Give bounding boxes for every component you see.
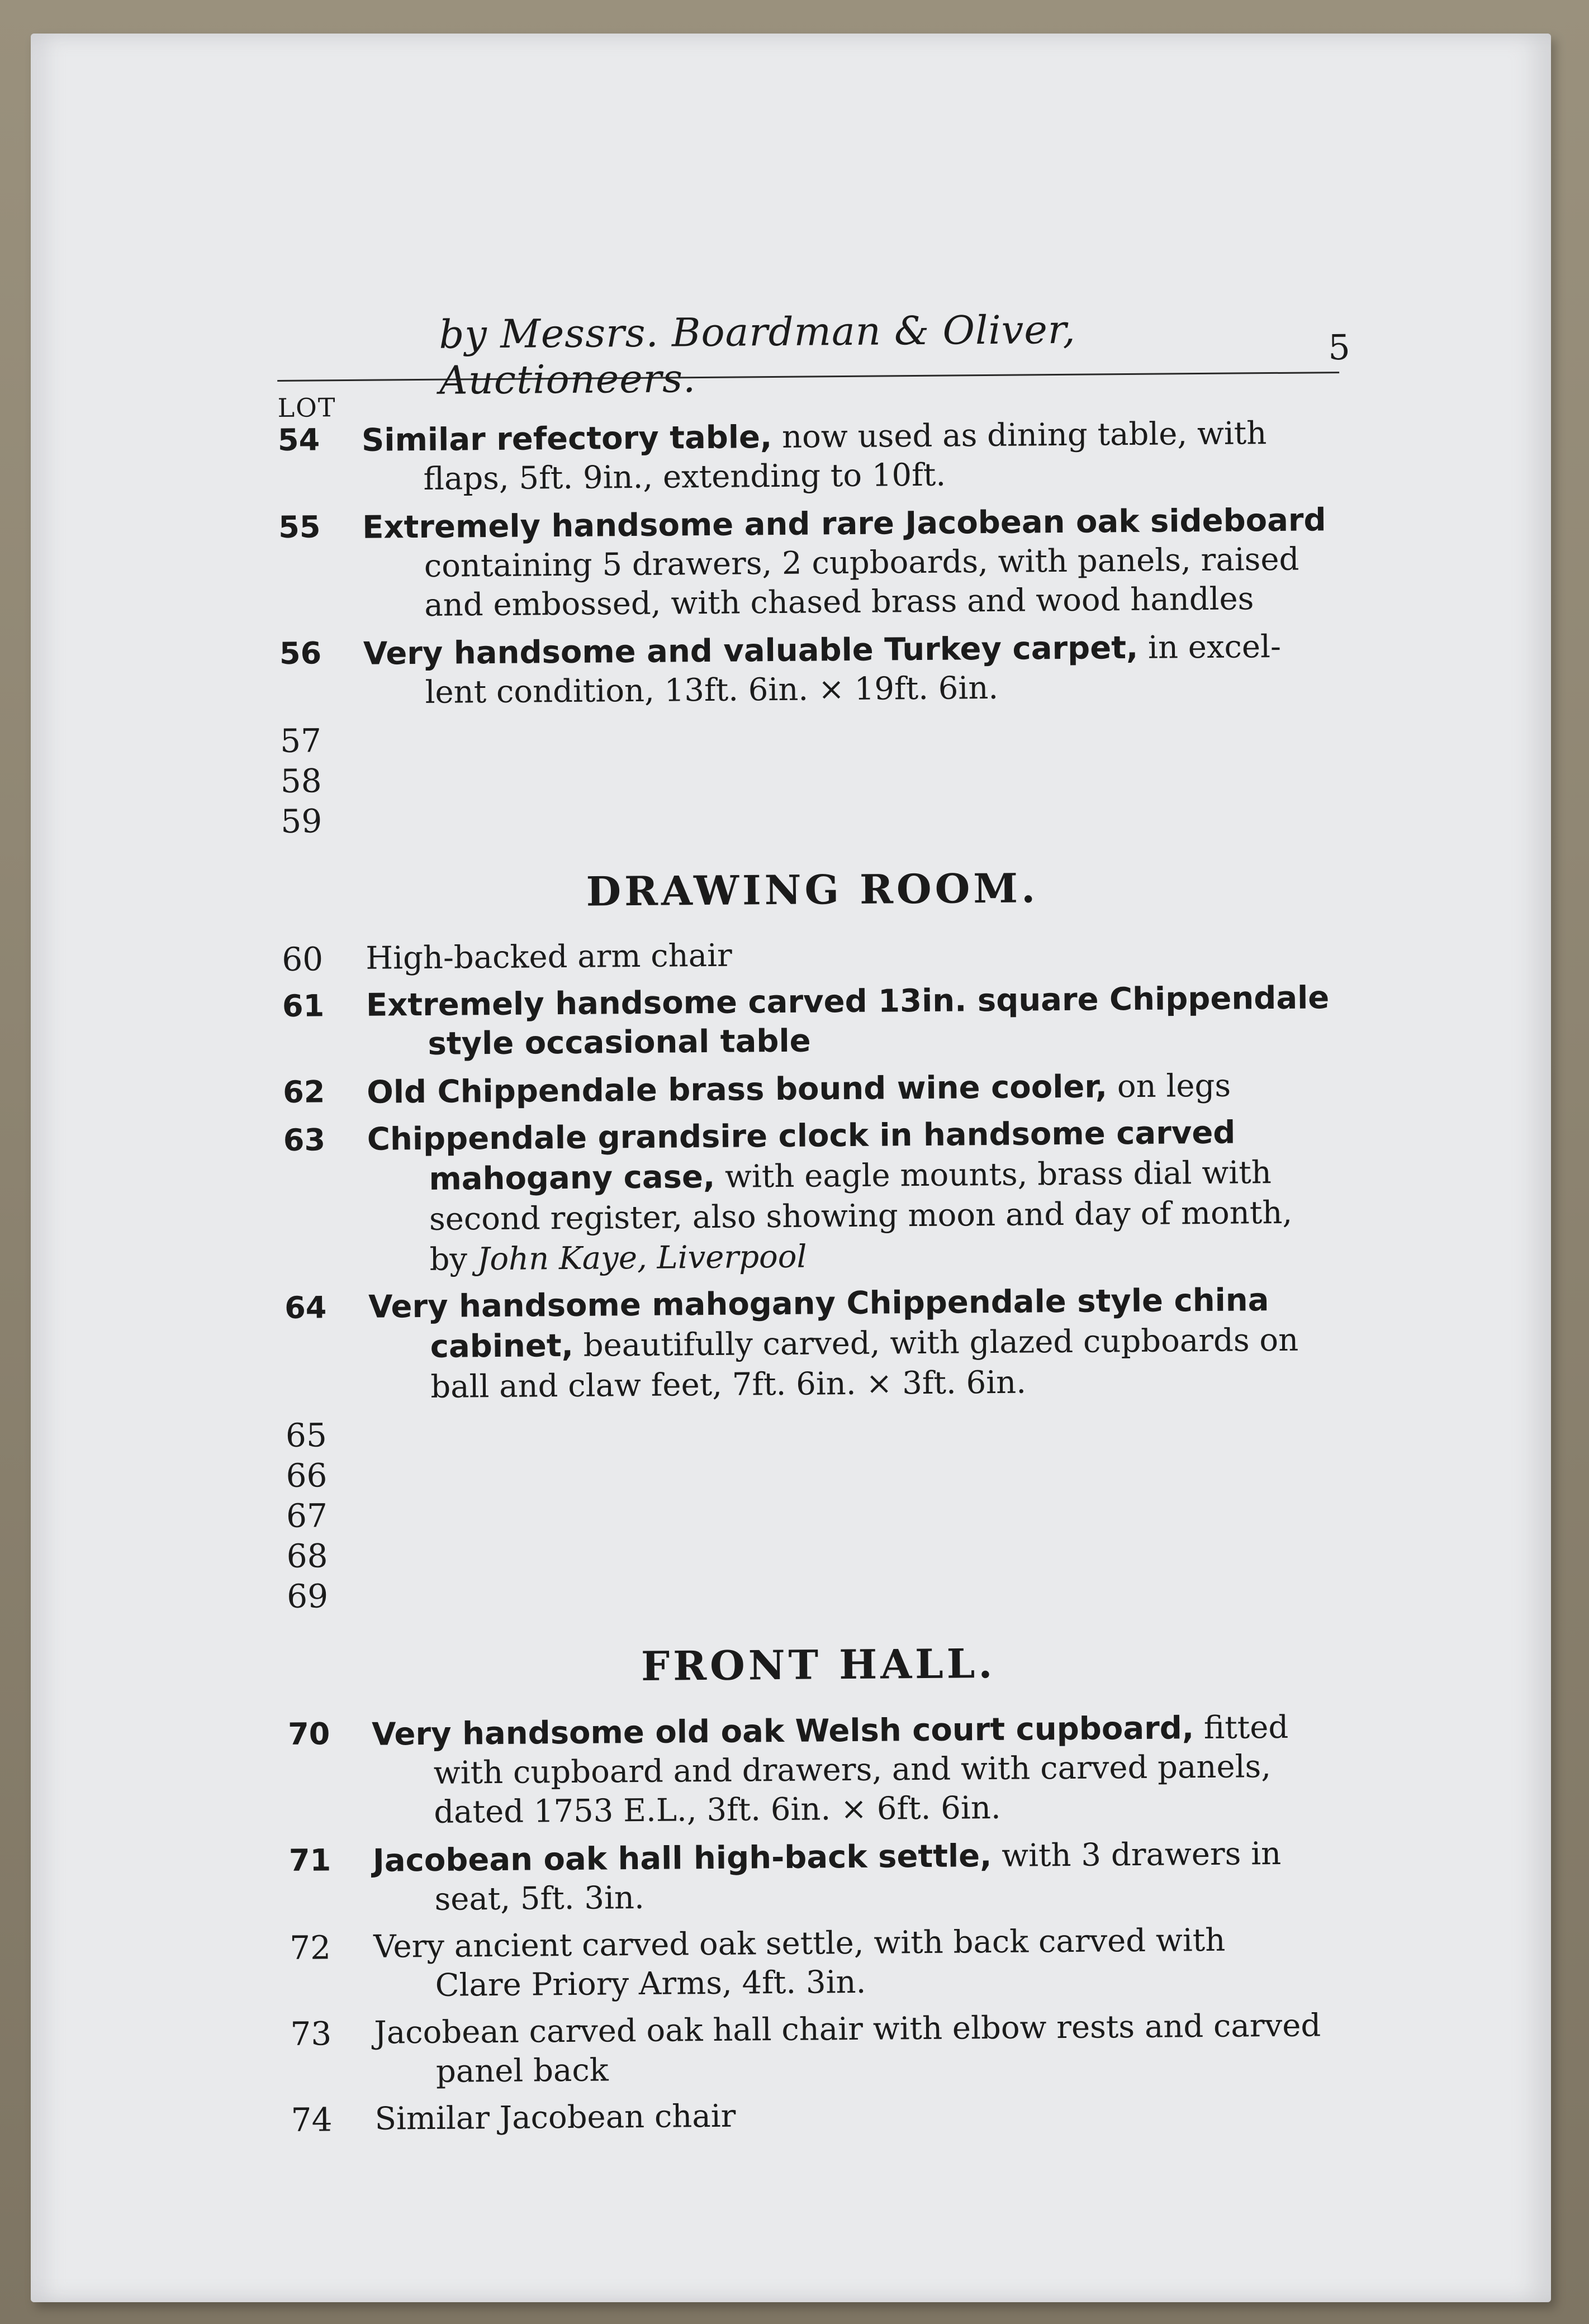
lot-entry bbox=[282, 978, 1345, 1065]
lot-entry bbox=[282, 931, 1344, 979]
lot-number: 67 bbox=[286, 1496, 328, 1535]
lot-description: High-backed arm chair bbox=[366, 937, 733, 977]
lot-description: now used as dining table, with bbox=[772, 415, 1267, 456]
lot-number: 72 bbox=[289, 1928, 331, 1967]
lot-description: Very ancient carved oak settle, with back carved with bbox=[373, 1922, 1226, 1965]
lot-number: 54 bbox=[277, 422, 320, 458]
lot-number: 58 bbox=[280, 762, 322, 800]
page-content bbox=[277, 288, 1353, 2140]
lot-description: with eagle mounts, brass dial with second register, also showing moon and day of month, bbox=[429, 1154, 1293, 1238]
maker-prefix: by bbox=[429, 1241, 478, 1278]
lot-heading: Chippendale grandsire clock in handsome carved bbox=[367, 1114, 1236, 1158]
lot-entry bbox=[291, 2092, 1353, 2140]
lot-entry bbox=[278, 500, 1341, 626]
lot-entry bbox=[283, 1064, 1345, 1113]
lot-entry bbox=[290, 1920, 1352, 2007]
lot-number: 62 bbox=[282, 1074, 325, 1110]
lot-number: 63 bbox=[283, 1122, 326, 1158]
empty-lot bbox=[287, 1569, 1349, 1617]
lot-entry bbox=[278, 412, 1340, 500]
lot-number: 64 bbox=[284, 1290, 327, 1325]
lot-heading: Extremely handsome carved 13in. square Chippendale bbox=[366, 980, 1330, 1024]
lot-number: 57 bbox=[279, 721, 322, 760]
lot-column-label: LOT bbox=[277, 392, 336, 423]
lot-description: in excel- bbox=[1137, 628, 1282, 666]
running-head-text: by Messrs. Boardman & Oliver, Auctioneers. bbox=[439, 306, 1076, 403]
lot-number: 74 bbox=[291, 2100, 333, 2139]
lot-number: 60 bbox=[282, 940, 324, 978]
lot-heading: Jacobean oak hall high-back settle, bbox=[372, 1838, 992, 1879]
clock-maker: John Kaye, Liverpool bbox=[477, 1238, 807, 1278]
lot-number: 59 bbox=[281, 802, 322, 840]
lot-heading: Old Chippendale brass bound wine cooler, bbox=[366, 1068, 1108, 1111]
section-title-front-hall: FRONT HALL. bbox=[641, 1639, 996, 1690]
catalogue-page bbox=[31, 34, 1551, 2302]
lot-number: 61 bbox=[282, 988, 325, 1024]
lot-number: 66 bbox=[286, 1456, 328, 1495]
lot-description-continued: lent condition, 13ft. 6in. × 19ft. 6in. bbox=[425, 669, 999, 711]
lot-entry bbox=[283, 1113, 1346, 1281]
lot-heading: Similar refectory table, bbox=[361, 419, 772, 459]
lot-description: beautifully carved, with glazed cupboards on ball and claw feet, 7ft. 6in. × 3ft. 6in. bbox=[430, 1322, 1299, 1405]
lot-description: Jacobean carved oak hall chair with elbow rests and carved bbox=[374, 2007, 1321, 2051]
lot-number: 73 bbox=[290, 2014, 332, 2053]
lot-description: on legs bbox=[1107, 1067, 1231, 1105]
lot-entry bbox=[279, 626, 1342, 714]
lot-description: fitted bbox=[1193, 1709, 1289, 1747]
lot-description-continued: panel back bbox=[435, 2052, 609, 2090]
running-header bbox=[277, 288, 1351, 403]
lot-entry bbox=[290, 2006, 1353, 2093]
lot-heading: Very handsome mahogany Chippendale style china bbox=[368, 1282, 1269, 1325]
lot-description-continued: flaps, 5ft. 9in., extending to 10ft. bbox=[423, 457, 946, 497]
lot-description-continued: containing 5 drawers, 2 cupboards, with panels, raised and embossed, with chased brass and wood handles bbox=[424, 541, 1299, 624]
lot-heading-continued: cabinet, bbox=[430, 1327, 574, 1365]
lot-description: Similar Jacobean chair bbox=[374, 2098, 736, 2137]
lot-heading: Very handsome old oak Welsh court cupboard, bbox=[371, 1710, 1194, 1753]
lot-heading: Very handsome and valuable Turkey carpet, bbox=[363, 629, 1139, 672]
lot-number: 56 bbox=[279, 635, 322, 671]
lot-number: 69 bbox=[287, 1577, 329, 1615]
lot-heading-continued: mahogany case, bbox=[429, 1158, 715, 1197]
lot-number: 55 bbox=[278, 509, 321, 545]
lot-description: with 3 drawers in bbox=[992, 1835, 1282, 1875]
lot-number: 68 bbox=[286, 1537, 328, 1575]
lot-entry bbox=[289, 1833, 1351, 1921]
lot-number: 71 bbox=[288, 1842, 331, 1878]
lot-entry bbox=[288, 1707, 1351, 1833]
lot-entry bbox=[284, 1280, 1348, 1408]
lot-heading: Extremely handsome and rare Jacobean oak sideboard bbox=[362, 502, 1326, 546]
lot-description-continued: with cupboard and drawers, and with carved panels, dated 1753 E.L., 3ft. 6in. × 6ft. 6in. bbox=[433, 1748, 1272, 1831]
lot-number: 65 bbox=[285, 1416, 328, 1455]
empty-lot bbox=[281, 793, 1343, 842]
section-title-drawing-room: DRAWING ROOM. bbox=[586, 864, 1039, 915]
lot-heading-continued: style occasional table bbox=[428, 1023, 811, 1062]
lot-number: 70 bbox=[287, 1716, 330, 1752]
lot-description-continued: Clare Priory Arms, 4ft. 3in. bbox=[435, 1964, 866, 2004]
page-number: 5 bbox=[1328, 326, 1351, 368]
lot-description-continued: seat, 5ft. 3in. bbox=[434, 1879, 645, 1918]
